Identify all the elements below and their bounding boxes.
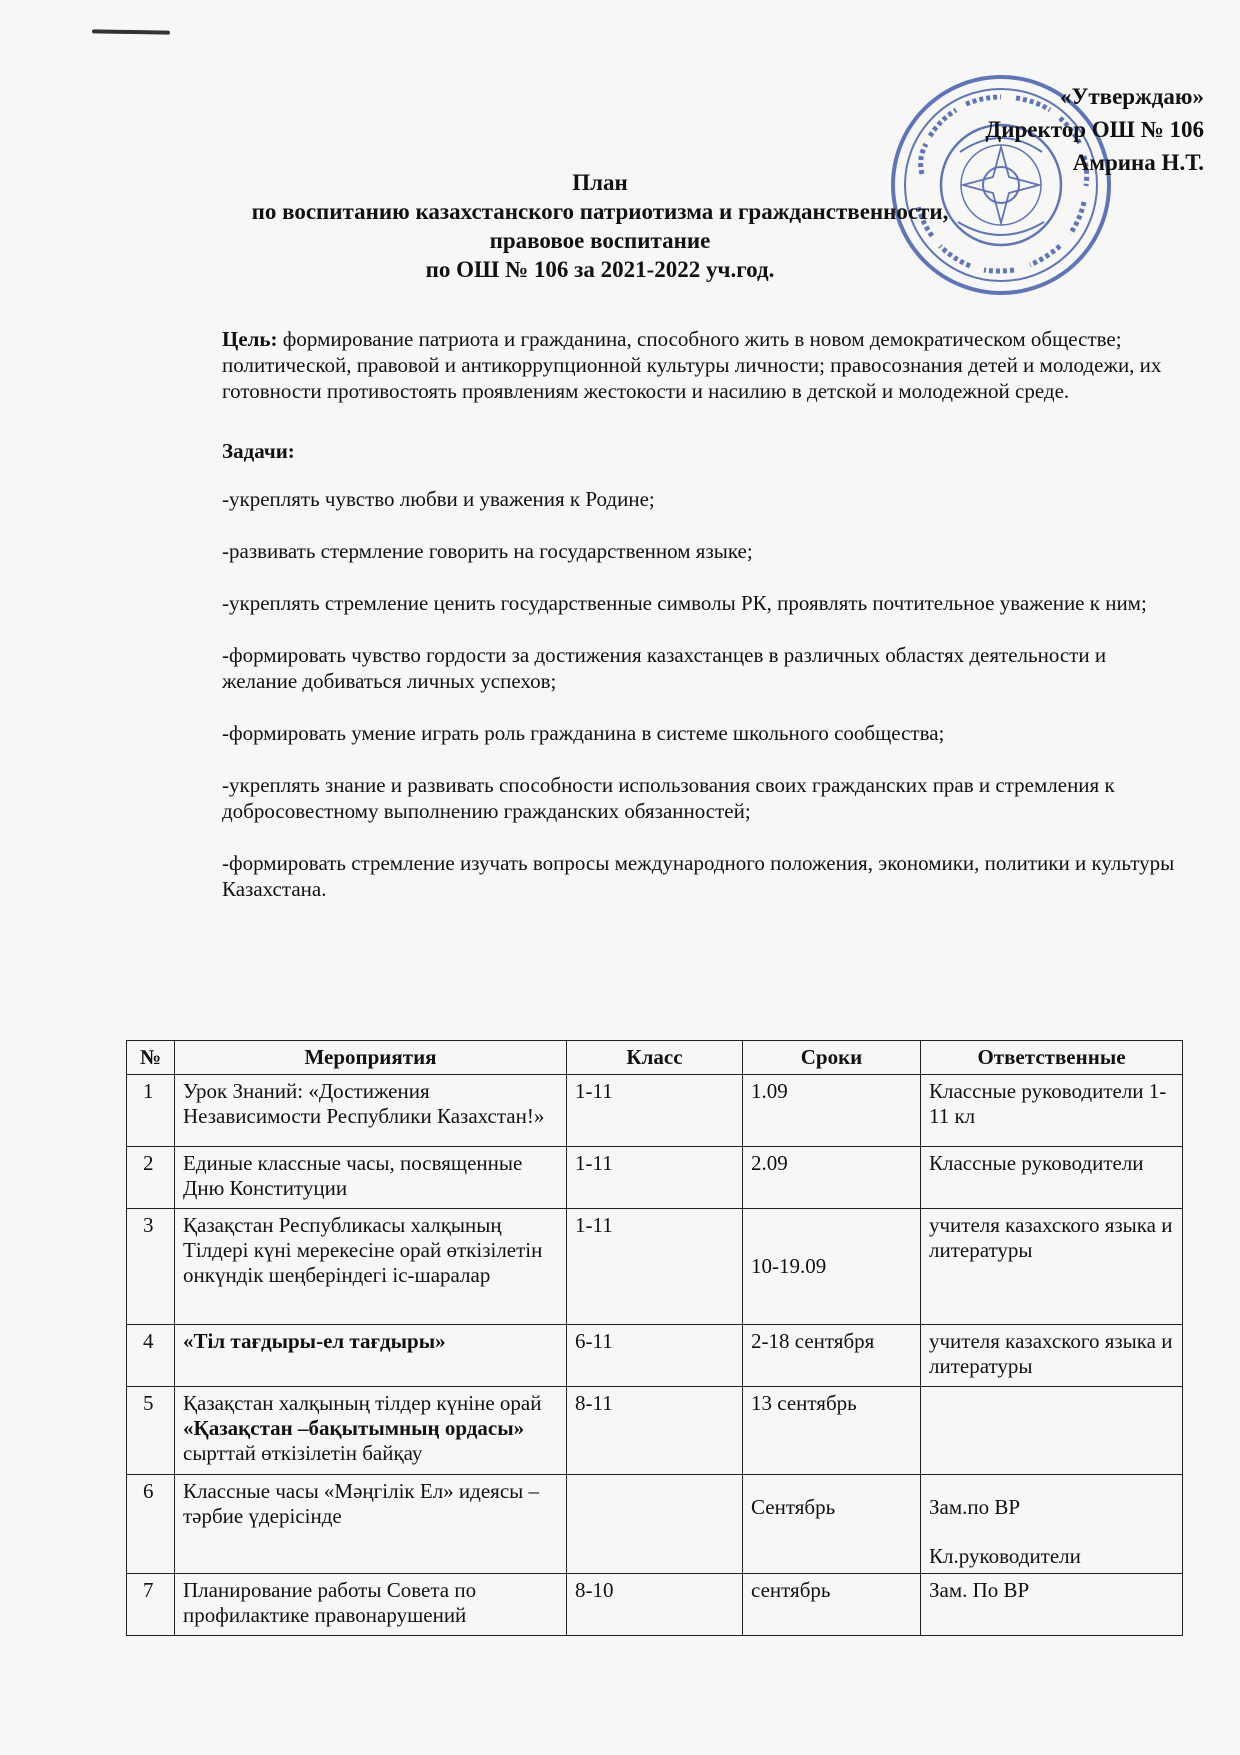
row-term: сентябрь xyxy=(743,1574,921,1636)
goal-text: формирование патриота и гражданина, способного жить в новом демократическом обществе; политической, правовой и антикоррупционной культуры личности; правосознания детей и молодежи, их готовности противостоять проявлениям жестокости и насилию в детской и молодежной среде. xyxy=(222,327,1162,403)
events-table xyxy=(126,1040,1183,1636)
row-event: Урок Знаний: «Достижения Независимости Республики Казахстан!» xyxy=(175,1075,567,1147)
approval-line-2: Директор ОШ № 106 xyxy=(985,117,1204,142)
scan-artifact xyxy=(92,29,170,34)
row-event: Классные часы «Мәңгілік Ел» идеясы – тәрбие үдерісінде xyxy=(175,1475,567,1574)
row-term: 1.09 xyxy=(743,1075,921,1147)
row-event: Единые классные часы, посвященные Дню Конституции xyxy=(175,1147,567,1209)
row-class: 1-11 xyxy=(567,1209,743,1325)
row-term: 2-18 сентября xyxy=(743,1325,921,1387)
row-responsible: учителя казахского языка и литературы xyxy=(921,1209,1183,1325)
header-number: № xyxy=(127,1041,175,1075)
task-item: -укреплять стремление ценить государственные символы РК, проявлять почтительное уважение к ним; xyxy=(222,591,1147,615)
title-line-3: правовое воспитание xyxy=(489,228,711,253)
row-number: 5 xyxy=(127,1387,175,1475)
row-responsible: Классные руководители 1-11 кл xyxy=(921,1075,1183,1147)
task-item: -формировать чувство гордости за достижения казахстанцев в различных областях деятельности и желание добиваться личных успехов; xyxy=(222,643,1107,693)
task-item: -развивать стермление говорить на государственном языке; xyxy=(222,539,753,563)
row-responsible xyxy=(921,1387,1183,1475)
row-number: 6 xyxy=(127,1475,175,1574)
table-row xyxy=(127,1475,1183,1574)
header-events: Мероприятия xyxy=(175,1041,567,1075)
row-event-part: Қазақстан халқының тілдер күніне орай xyxy=(183,1391,542,1415)
row-responsible xyxy=(921,1475,1183,1574)
approval-line-1: «Утверждаю» xyxy=(1060,84,1204,109)
row-class: 6-11 xyxy=(567,1325,743,1387)
title-line-4: по ОШ № 106 за 2021-2022 уч.год. xyxy=(425,257,775,282)
document-body xyxy=(222,326,1182,928)
row-responsible: Зам. По ВР xyxy=(921,1574,1183,1636)
table-row xyxy=(127,1574,1183,1636)
row-class: 8-11 xyxy=(567,1387,743,1475)
row-event-bold: «Қазақстан –бақытымның ордасы» xyxy=(183,1416,525,1440)
table-header-row xyxy=(127,1041,1183,1075)
row-class xyxy=(567,1475,743,1574)
header-class: Класс xyxy=(567,1041,743,1075)
row-term: 2.09 xyxy=(743,1147,921,1209)
task-item: -укреплять знание и развивать способности использования своих гражданских прав и стремления к добросовестному выполнению гражданских обязанностей; xyxy=(222,773,1115,823)
row-number: 2 xyxy=(127,1147,175,1209)
header-responsible: Ответственные xyxy=(921,1041,1183,1075)
header-terms: Сроки xyxy=(743,1041,921,1075)
document-title xyxy=(230,168,970,284)
row-responsible-line: Зам.по ВР xyxy=(929,1495,1021,1519)
row-class: 1-11 xyxy=(567,1147,743,1209)
row-class: 8-10 xyxy=(567,1574,743,1636)
row-term: 13 сентябрь xyxy=(743,1387,921,1475)
task-item: -укреплять чувство любви и уважения к Родине; xyxy=(222,487,655,511)
row-term: Сентябрь xyxy=(743,1475,921,1574)
table-row xyxy=(127,1325,1183,1387)
row-responsible: учителя казахского языка и литературы xyxy=(921,1325,1183,1387)
approval-block xyxy=(985,80,1204,179)
row-term: 10-19.09 xyxy=(743,1209,921,1325)
row-responsible-line: Кл.руководители xyxy=(929,1544,1081,1568)
row-event: Планирование работы Совета по профилактике правонарушений xyxy=(175,1574,567,1636)
row-number: 3 xyxy=(127,1209,175,1325)
row-responsible: Классные руководители xyxy=(921,1147,1183,1209)
row-event-part: сырттай өткізілетін байқау xyxy=(183,1441,423,1465)
goal-label: Цель: xyxy=(222,327,278,351)
tasks-heading: Задачи: xyxy=(222,439,295,463)
table-row xyxy=(127,1147,1183,1209)
task-item: -формировать умение играть роль гражданина в системе школьного сообщества; xyxy=(222,721,945,745)
row-number: 1 xyxy=(127,1075,175,1147)
table-row xyxy=(127,1387,1183,1475)
row-class: 1-11 xyxy=(567,1075,743,1147)
title-line-2: по воспитанию казахстанского патриотизма и гражданственности, xyxy=(251,199,949,224)
row-event: Қазақстан Республикасы халқының Тілдері күні мерекесіне орай өткізілетін онкүндік шеңберіндегі іс-шаралар xyxy=(175,1209,567,1325)
row-event xyxy=(175,1387,567,1475)
row-event: «Тіл тағдыры-ел тағдыры» xyxy=(175,1325,567,1387)
row-number: 7 xyxy=(127,1574,175,1636)
approval-line-3: Амрина Н.Т. xyxy=(1072,150,1204,175)
title-line-1: План xyxy=(572,170,628,195)
table-row xyxy=(127,1209,1183,1325)
goal-paragraph xyxy=(222,326,1182,404)
task-item: -формировать стремление изучать вопросы международного положения, экономики, политики и культуры Казахстана. xyxy=(222,851,1175,901)
row-number: 4 xyxy=(127,1325,175,1387)
table-row xyxy=(127,1075,1183,1147)
